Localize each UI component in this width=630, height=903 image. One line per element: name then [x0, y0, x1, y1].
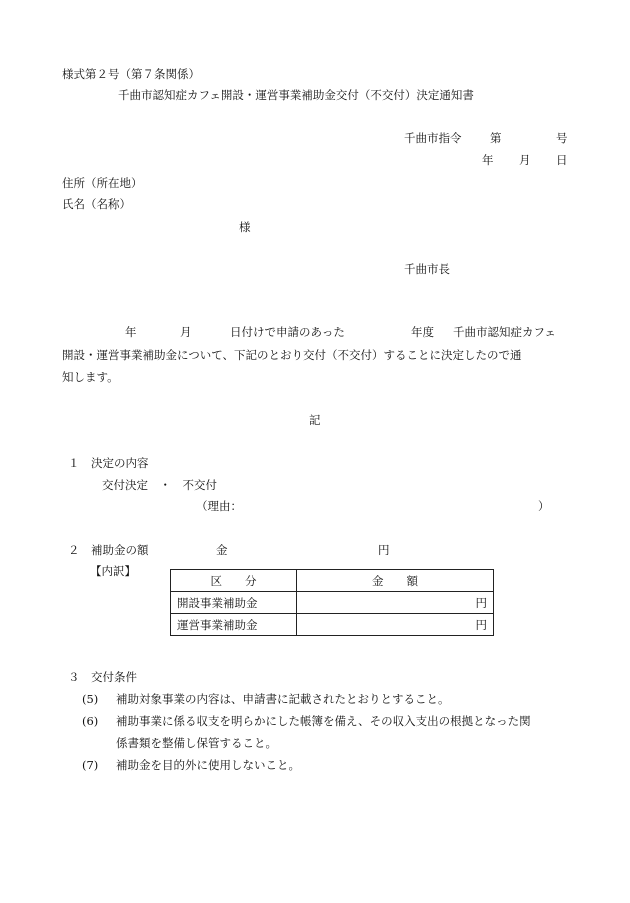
- body-date-phrase: 日付けで申請のあった: [230, 325, 345, 339]
- section1-heading: １ 決定の内容: [68, 456, 149, 470]
- honorific-sama: 様: [239, 220, 251, 234]
- condition-text-continued: 係書類を整備し保管すること。: [116, 736, 277, 750]
- address-label: 住所（所在地）: [62, 176, 143, 190]
- row-amount: 円: [297, 592, 494, 614]
- name-label: 氏名（名称）: [62, 197, 131, 211]
- condition-text: 補助金を目的外に使用しないこと。: [116, 758, 300, 772]
- body-month: 月: [180, 325, 192, 339]
- row-amount: 円: [297, 614, 494, 636]
- table-row: [171, 614, 494, 636]
- document-title: 千曲市認知症カフェ開設・運営事業補助金交付（不交付）決定通知書: [118, 88, 474, 102]
- body-line1-tail: 千曲市認知症カフェ: [453, 325, 556, 339]
- table-row: [171, 592, 494, 614]
- issuer-mayor: 千曲市長: [404, 262, 450, 276]
- body-year: 年: [125, 325, 137, 339]
- ki-marker: 記: [309, 413, 321, 427]
- breakdown-label: 【内訳】: [90, 564, 136, 578]
- header-category: 区 分: [171, 570, 297, 592]
- amount-yen: 円: [378, 543, 390, 557]
- doc-number-dai: 第: [490, 131, 502, 145]
- condition-number: (6): [82, 714, 99, 728]
- header-amount: 金 額: [297, 570, 494, 592]
- section2-heading: ２ 補助金の額: [68, 543, 149, 557]
- date-year: 年: [482, 153, 494, 167]
- reason-open: （理由：: [196, 499, 242, 513]
- amount-kin: 金: [216, 543, 228, 557]
- breakdown-table: [170, 569, 494, 636]
- condition-text: 補助事業に係る収支を明らかにした帳簿を備え、その収入支出の根拠となった関: [116, 714, 531, 728]
- condition-number: (7): [82, 758, 99, 772]
- body-line2: 開設・運営事業補助金について、下記のとおり交付（不交付）することに決定したので通: [62, 348, 522, 362]
- row-category: 運営事業補助金: [171, 614, 297, 636]
- table-header-row: [171, 570, 494, 592]
- section3-heading: ３ 交付条件: [68, 670, 137, 684]
- doc-number-prefix: 千曲市指令: [404, 131, 462, 145]
- date-month: 月: [519, 153, 531, 167]
- body-line3: 知します。: [62, 370, 119, 384]
- decision-options: 交付決定 ・ 不交付: [102, 478, 217, 492]
- reason-close: ）: [538, 499, 550, 513]
- row-category: 開設事業補助金: [171, 592, 297, 614]
- condition-number: (5): [82, 692, 99, 706]
- condition-text: 補助対象事業の内容は、申請書に記載されたとおりとすること。: [116, 692, 450, 706]
- date-day: 日: [556, 153, 568, 167]
- form-reference: 様式第２号（第７条関係）: [62, 67, 200, 81]
- doc-number-go: 号: [556, 131, 568, 145]
- body-fiscal-year: 年度: [411, 325, 434, 339]
